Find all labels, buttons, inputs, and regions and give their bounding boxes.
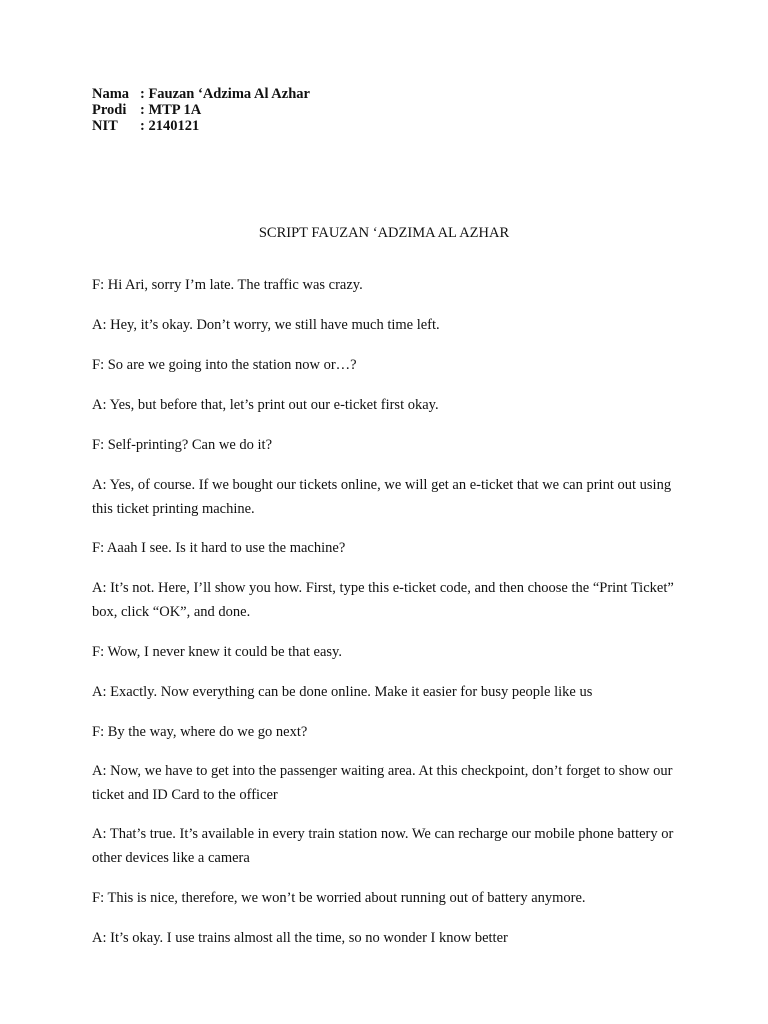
dialogue-line: A: Yes, but before that, let’s print out our e-ticket first okay. — [92, 396, 439, 413]
dialogue-line: A: It’s not. Here, I’ll show you how. First, type this e-ticket code, and then choose the “Print Ticket” box, click “OK”, and done. — [92, 579, 674, 620]
dialogue-line: F: This is nice, therefore, we won’t be worried about running out of battery anymore. — [92, 889, 586, 906]
header-value: : Fauzan ‘Adzima Al Azhar — [140, 86, 310, 102]
header-key: NIT — [92, 118, 118, 134]
header-key: Nama — [92, 86, 130, 102]
dialogue-line: A: It’s okay. I use trains almost all the time, so no wonder I know better — [92, 929, 508, 946]
dialogue-line: F: Aaah I see. Is it hard to use the machine? — [92, 539, 346, 556]
document-title: SCRIPT FAUZAN ‘ADZIMA AL AZHAR — [258, 225, 510, 241]
dialogue-line: F: So are we going into the station now or…? — [92, 356, 357, 373]
dialogue-line: F: Wow, I never knew it could be that easy. — [92, 643, 342, 660]
header-value: : 2140121 — [140, 118, 200, 134]
header-value: : MTP 1A — [140, 102, 202, 118]
dialogue-line: A: Yes, of course. If we bought our tickets online, we will get an e-ticket that we can print out using this ticket printing machine. — [92, 476, 672, 517]
dialogue-line: F: Hi Ari, sorry I’m late. The traffic was crazy. — [92, 276, 363, 293]
header-row-nit — [92, 118, 310, 134]
dialogue-line: A: Exactly. Now everything can be done online. Make it easier for busy people like us — [92, 683, 593, 700]
identity-header — [92, 86, 310, 134]
dialogue-line: F: By the way, where do we go next? — [92, 723, 308, 740]
dialogue-line: A: Hey, it’s okay. Don’t worry, we still have much time left. — [92, 316, 440, 333]
dialogue-line: A: Now, we have to get into the passenger waiting area. At this checkpoint, don’t forget to show our ticket and ID Card to the officer — [92, 762, 673, 803]
dialogue-line: F: Self-printing? Can we do it? — [92, 436, 273, 453]
header-row-prodi — [92, 102, 310, 118]
header-key: Prodi — [92, 102, 127, 118]
header-row-nama — [92, 86, 310, 102]
dialogue-line: A: That’s true. It’s available in every train station now. We can recharge our mobile phone battery or other devices like a camera — [92, 825, 674, 866]
